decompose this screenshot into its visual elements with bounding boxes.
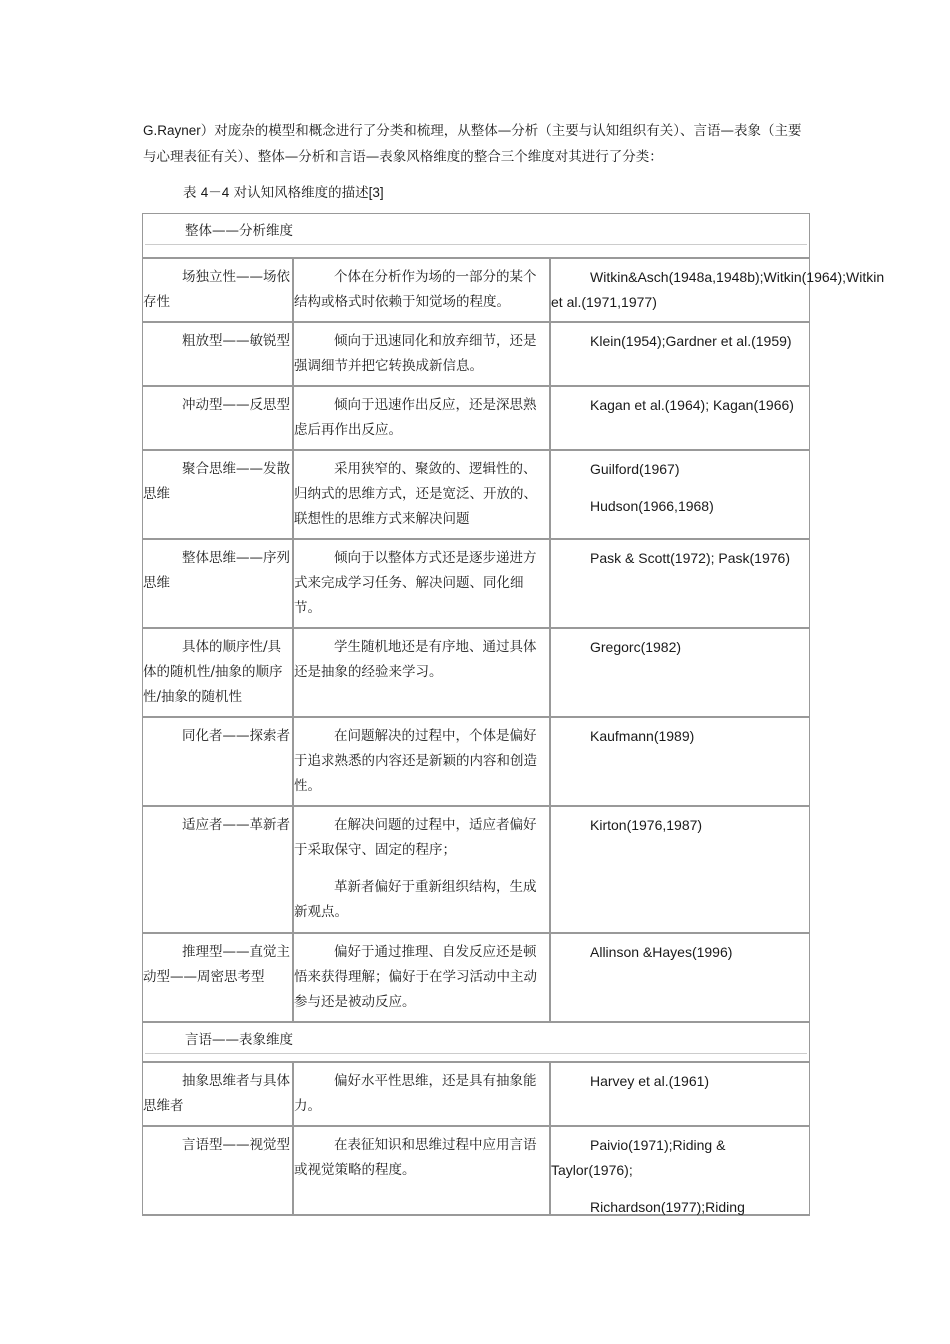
- references-cell: [551, 1063, 809, 1125]
- style-name-cell: [143, 718, 294, 805]
- style-description: 在问题解决的过程中，个体是偏好于追求熟悉的内容还是新颖的内容和创造性。: [294, 728, 537, 794]
- intro-author: G.Rayner: [143, 123, 201, 138]
- reference-text: Allinson &Hayes(1996): [590, 944, 733, 960]
- references-cell: [551, 451, 809, 538]
- table-caption: [183, 180, 384, 206]
- style-name-cell: [143, 323, 294, 385]
- style-description: 倾向于迅速作出反应，还是深思熟虑后再作出反应。: [294, 397, 537, 438]
- style-name-cell: [143, 934, 294, 1021]
- description-cell: [294, 807, 551, 932]
- reference-text: Kirton(1976,1987): [590, 817, 703, 833]
- style-description: 在解决问题的过程中，适应者偏好于采取保守、固定的程序；: [294, 817, 537, 858]
- style-name: 整体思维——序列思维: [143, 550, 290, 591]
- references-cell: [551, 323, 809, 385]
- style-name-cell: [143, 451, 294, 538]
- style-name-cell: [143, 259, 294, 321]
- table-row: [143, 1063, 809, 1127]
- style-name-cell: [143, 1063, 294, 1125]
- intro-paragraph: [143, 118, 811, 170]
- style-name-cell: [143, 387, 294, 449]
- references-cell: [551, 629, 809, 716]
- references-cell: [551, 718, 809, 805]
- style-name-cell: [143, 807, 294, 932]
- style-description: 个体在分析作为场的一部分的某个结构或格式时依赖于知觉场的程度。: [294, 269, 537, 310]
- style-name: 聚合思维——发散思维: [143, 461, 290, 502]
- references-cell: [551, 387, 809, 449]
- table-row: [143, 451, 809, 540]
- description-cell: [294, 718, 551, 805]
- reference-text: Richardson(1977);Riding: [590, 1199, 745, 1215]
- section-header: [143, 1023, 809, 1063]
- style-name: 推理型——直觉主动型——周密思考型: [143, 944, 290, 985]
- table-row: [143, 540, 809, 629]
- reference-text: Witkin&Asch(1948a,1948b);Witkin(1964);Witkin et al.(1971,1977): [551, 269, 885, 310]
- style-name-cell: [143, 1127, 294, 1214]
- references-cell: [551, 540, 809, 627]
- description-cell: [294, 934, 551, 1021]
- style-name: 粗放型——敏锐型: [182, 333, 290, 349]
- style-description: 倾向于迅速同化和放弃细节，还是强调细节并把它转换成新信息。: [294, 333, 537, 374]
- reference-text: Hudson(1966,1968): [590, 498, 714, 514]
- reference-text: Klein(1954);Gardner et al.(1959): [590, 333, 792, 349]
- references-cell: [551, 934, 809, 1021]
- reference-text: Pask & Scott(1972); Pask(1976): [590, 550, 790, 566]
- table-row: [143, 387, 809, 451]
- caption-ref: [3]: [368, 185, 384, 200]
- section-title: 言语——表象维度: [145, 1023, 807, 1054]
- table-row: [143, 718, 809, 807]
- table-row: [143, 934, 809, 1023]
- style-name: 适应者——革新者: [182, 817, 290, 833]
- style-name: 同化者——探索者: [182, 728, 290, 744]
- description-cell: [294, 1063, 551, 1125]
- style-name-cell: [143, 629, 294, 716]
- style-description: 偏好水平性思维，还是具有抽象能力。: [294, 1073, 537, 1114]
- style-name: 场独立性——场依存性: [143, 269, 290, 310]
- references-cell: [551, 1127, 809, 1214]
- style-description: 学生随机地还是有序地、通过具体还是抽象的经验来学习。: [294, 639, 537, 680]
- cognitive-style-table: [142, 213, 885, 1216]
- table-row: [143, 629, 809, 718]
- reference-text: Paivio(1971);Riding & Taylor(1976);: [551, 1137, 726, 1178]
- style-name: 具体的顺序性/具体的随机性/抽象的顺序性/抽象的随机性: [143, 639, 283, 705]
- section-header: [143, 214, 809, 259]
- description-cell: [294, 1127, 551, 1214]
- style-description: 在表征知识和思维过程中应用言语或视觉策略的程度。: [294, 1137, 537, 1178]
- style-name: 抽象思维者与具体思维者: [143, 1073, 290, 1114]
- style-description: 采用狭窄的、聚敛的、逻辑性的、归纳式的思维方式，还是宽泛、开放的、联想性的思维方式来解决问题: [294, 461, 537, 527]
- description-cell: [294, 629, 551, 716]
- description-cell: [294, 323, 551, 385]
- references-cell: [551, 259, 885, 321]
- style-description: 倾向于以整体方式还是逐步递进方式来完成学习任务、解决问题、同化细节。: [294, 550, 537, 616]
- description-cell: [294, 540, 551, 627]
- references-cell: [551, 807, 809, 932]
- style-name: 冲动型——反思型: [182, 397, 290, 413]
- reference-text: Kagan et al.(1964); Kagan(1966): [590, 397, 794, 413]
- reference-text: Harvey et al.(1961): [590, 1073, 710, 1089]
- reference-text: Kaufmann(1989): [590, 728, 695, 744]
- intro-text: ）对庞杂的模型和概念进行了分类和梳理，从整体—分析（主要与认知组织有关）、言语—表象（主要与心理表征有关）、整体—分析和言语—表象风格维度的整合三个维度对其进行了分类：: [143, 123, 802, 165]
- style-description: 偏好于通过推理、自发反应还是顿悟来获得理解；偏好于在学习活动中主动参与还是被动反应。: [294, 944, 537, 1010]
- description-cell: [294, 259, 551, 321]
- table-row: [143, 1127, 809, 1216]
- caption-number: 4－4: [200, 185, 230, 200]
- style-name: 言语型——视觉型: [182, 1137, 290, 1153]
- table-row: [143, 807, 809, 934]
- style-name-cell: [143, 540, 294, 627]
- description-cell: [294, 387, 551, 449]
- description-cell: [294, 451, 551, 538]
- reference-text: Guilford(1967): [590, 461, 680, 477]
- style-description: 革新者偏好于重新组织结构，生成新观点。: [294, 879, 537, 920]
- table-row: [143, 259, 885, 323]
- table-row: [143, 323, 809, 387]
- section-title: 整体——分析维度: [145, 214, 807, 245]
- reference-text: Gregorc(1982): [590, 639, 682, 655]
- caption-prefix: 表: [183, 185, 201, 201]
- caption-title: 对认知风格维度的描述: [229, 185, 369, 201]
